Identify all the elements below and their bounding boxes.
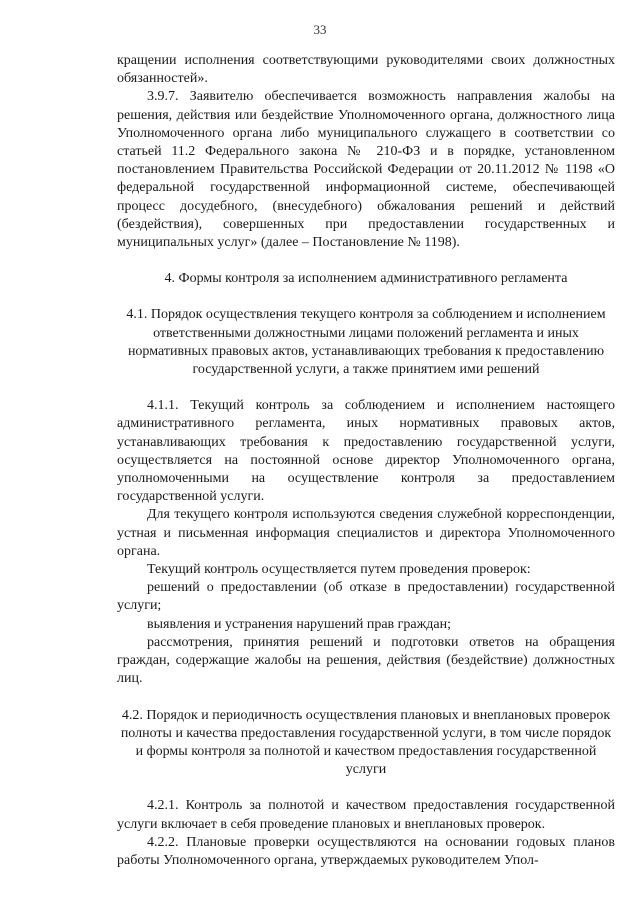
paragraph-control-sources: Для текущего контроля используются сведения служебной корреспонденции, устная и письменная информация специалистов и директора Уполномоченного органа. (117, 507, 615, 559)
section-heading-4: 4. Формы контроля за исполнением административного регламента (164, 271, 568, 287)
paragraph-4-1-1: 4.1.1. Текущий контроль за соблюдением и исполнением настоящего административного регламента, иных нормативных правовых актов, устанавливающих требования к предоставлению государственной услуги, осуществляется на постоянной основе директор Уполномоченного органа, уполномоченными на осуществление контроля за предоставлением государственной услуги. (117, 398, 615, 505)
document-body (117, 52, 615, 870)
paragraph-check-appeals: рассмотрения, принятия решений и подготовки ответов на обращения граждан, содержащие жалобы на решения, действия (бездействие) должностных лиц. (117, 634, 615, 687)
paragraph-4-2-2: 4.2.2. Плановые проверки осуществляются на основании годовых планов работы Уполномоченного органа, утверждаемых руководителем Упол- (117, 834, 615, 868)
paragraph-check-violations: выявления и устранения нарушений прав граждан; (147, 616, 452, 632)
paragraph-4-2-1: 4.2.1. Контроль за полнотой и качеством предоставления государственной услуги включает в себя проведение плановых и внеплановых проверок. (117, 798, 615, 832)
paragraph-check-decisions: решений о предоставлении (об отказе в предоставлении) государственной услуги; (117, 580, 615, 614)
paragraph-3-9-7: 3.9.7. Заявителю обеспечивается возможность направления жалобы на решения, действия или бездействие Уполномоченного органа, должностного лица Уполномоченного органа либо муниципального служащего в соответствии со статьей 11.2 Федерального закона № 210-ФЗ и в порядке, установленном постановлением Правительства Российской Федерации от 20.11.2012 № 1198 «О федеральной государственной информационной системе, обеспечивающей процесс досудебного, (внесудебного) обжалования решений и действий (бездействия), совершенных при предоставлении государственных и муниципальных услуг» (далее – Постановление № 1198). (117, 89, 615, 251)
subsection-heading-4-1: 4.1. Порядок осуществления текущего контроля за соблюдением и исполнением ответственными должностными лицами положений регламента и иных нормативных правовых актов, устанавливающих требования к предоставлению государственной услуги, а также принятием ими решений (126, 307, 606, 378)
subsection-heading-4-2: 4.2. Порядок и периодичность осуществления плановых и внеплановых проверок полноты и качества предоставления государственной услуги, в том числе порядок и формы контроля за полнотой и качеством предоставления государственной услуги (120, 707, 612, 778)
page-number: 33 (313, 22, 327, 37)
paragraph-continuation: кращении исполнения соответствующими руководителями своих должностных обязанностей». (117, 53, 615, 87)
paragraph-checks-intro: Текущий контроль осуществляется путем проведения проверок: (147, 562, 531, 578)
